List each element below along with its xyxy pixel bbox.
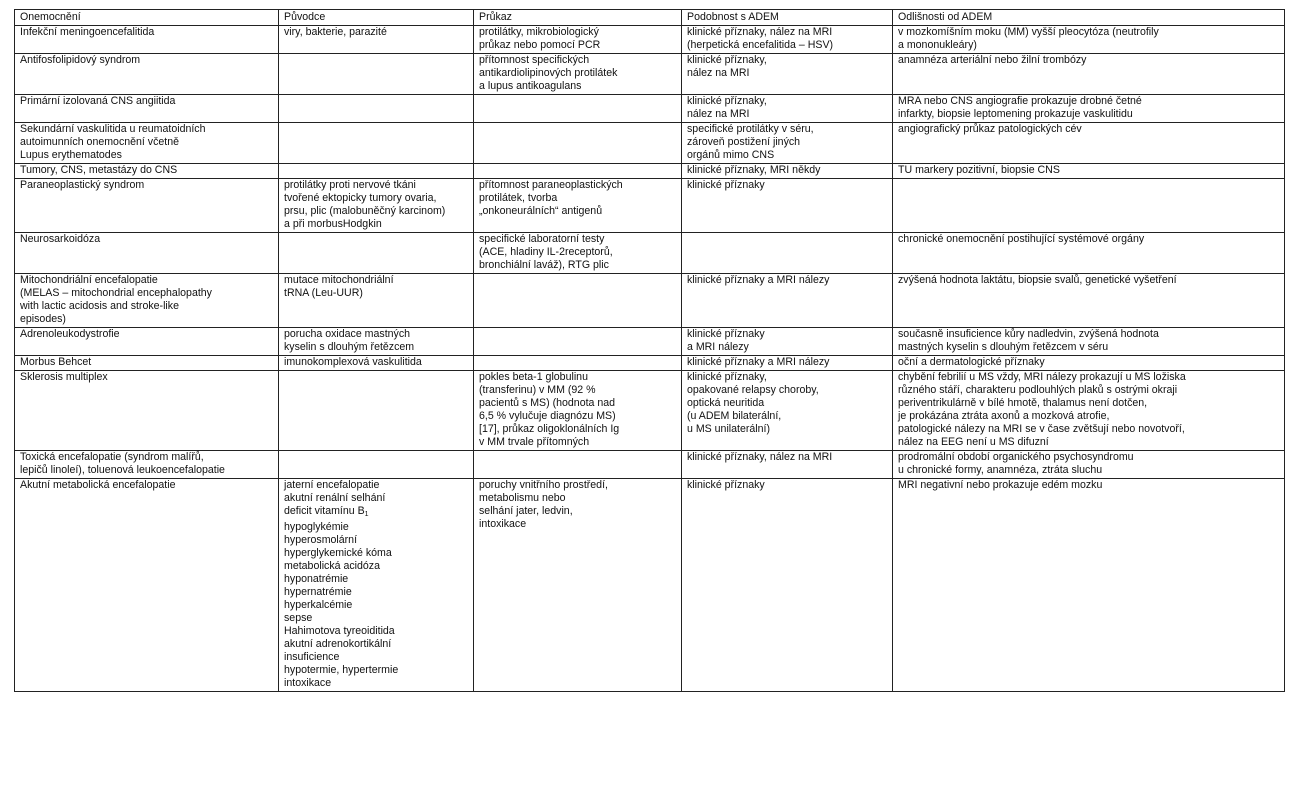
table-row xyxy=(15,328,1285,356)
cell-cause xyxy=(279,233,474,274)
cell-cause: mutace mitochondriální tRNA (Leu-UUR) xyxy=(279,274,474,328)
table-row xyxy=(15,26,1285,54)
cell-differences: angiografický průkaz patologických cév xyxy=(893,123,1285,164)
cell-evidence: specifické laboratorní testy (ACE, hladiny IL-2receptorů, bronchiální laváž), RTG plic xyxy=(474,233,682,274)
table-row xyxy=(15,479,1285,692)
cell-evidence xyxy=(474,95,682,123)
table-header-row xyxy=(15,10,1285,26)
cell-differences: MRA nebo CNS angiografie prokazuje drobné četné infarkty, biopsie leptomening prokazuje vaskulitidu xyxy=(893,95,1285,123)
cell-similarity: klinické příznaky, nález na MRI (herpetická encefalitida – HSV) xyxy=(682,26,893,54)
cell-similarity: klinické příznaky a MRI nálezy xyxy=(682,274,893,328)
cell-cause: protilátky proti nervové tkáni tvořené ektopicky tumory ovaria, prsu, plic (malobuněčný karcinom) a při morbusHodgkin xyxy=(279,179,474,233)
table-row xyxy=(15,356,1285,371)
table-row xyxy=(15,123,1285,164)
cell-evidence xyxy=(474,164,682,179)
cell-disease: Toxická encefalopatie (syndrom malířů, lepičů linoleí), toluenová leukoencefalopatie xyxy=(15,451,279,479)
cell-similarity xyxy=(682,233,893,274)
cell-similarity: klinické příznaky, nález na MRI xyxy=(682,451,893,479)
cell-disease: Mitochondriální encefalopatie (MELAS – mitochondrial encephalopathy with lactic acidosis and stroke-like episodes) xyxy=(15,274,279,328)
cell-evidence: protilátky, mikrobiologický průkaz nebo pomocí PCR xyxy=(474,26,682,54)
table-row xyxy=(15,451,1285,479)
cell-cause xyxy=(279,371,474,451)
header-differences: Odlišnosti od ADEM xyxy=(893,10,1285,26)
cell-differences: oční a dermatologické příznaky xyxy=(893,356,1285,371)
cell-disease: Adrenoleukodystrofie xyxy=(15,328,279,356)
cell-disease: Neurosarkoidóza xyxy=(15,233,279,274)
cell-evidence: přítomnost paraneoplastických protilátek, tvorba „onkoneurálních“ antigenů xyxy=(474,179,682,233)
cell-differences: chybění febrilií u MS vždy, MRI nálezy prokazují u MS ložiska různého stáří, charakteru podlouhlých plaků s ostrými okraji periventrikulárně v bílé hmotě, thalamus není dotčen, je prokázána ztráta axonů a mozková atrofie, patologické nálezy na MRI se v čase zvětšují nebo novotvoří, nález na EEG není u MS difuzní xyxy=(893,371,1285,451)
cell-similarity: klinické příznaky, nález na MRI xyxy=(682,95,893,123)
header-similarity: Podobnost s ADEM xyxy=(682,10,893,26)
cell-differences: anamnéza arteriální nebo žilní trombózy xyxy=(893,54,1285,95)
differential-diagnosis-table xyxy=(14,9,1285,692)
header-evidence: Průkaz xyxy=(474,10,682,26)
cell-differences: chronické onemocnění postihující systémové orgány xyxy=(893,233,1285,274)
cell-evidence xyxy=(474,356,682,371)
cell-similarity: specifické protilátky v séru, zároveň postižení jiných orgánů mimo CNS xyxy=(682,123,893,164)
cell-cause: jaterní encefalopatie akutní renální selhání deficit vitamínu $B_1$ hypoglykémie hyperosmolární hyperglykemické kóma metabolická acidóza hyponatrémie hypernatrémie hyperkalcémie sepse Hahimotova tyreoiditida akutní adrenokortikální insuficience hypotermie, hypertermie intoxikace xyxy=(279,479,474,692)
table-row xyxy=(15,164,1285,179)
cell-disease: Akutní metabolická encefalopatie xyxy=(15,479,279,692)
cell-similarity: klinické příznaky, nález na MRI xyxy=(682,54,893,95)
table-row xyxy=(15,274,1285,328)
cell-similarity: klinické příznaky, MRI někdy xyxy=(682,164,893,179)
cell-similarity: klinické příznaky a MRI nálezy xyxy=(682,356,893,371)
cell-similarity: klinické příznaky, opakované relapsy choroby, optická neuritida (u ADEM bilaterální, u MS unilaterální) xyxy=(682,371,893,451)
cell-cause xyxy=(279,54,474,95)
table-row xyxy=(15,95,1285,123)
cell-differences xyxy=(893,179,1285,233)
cell-evidence xyxy=(474,451,682,479)
cell-disease: Tumory, CNS, metastázy do CNS xyxy=(15,164,279,179)
cell-disease: Infekční meningoencefalitida xyxy=(15,26,279,54)
cell-differences: v mozkomíšním moku (MM) vyšší pleocytóza (neutrofily a mononukleáry) xyxy=(893,26,1285,54)
cell-disease: Primární izolovaná CNS angiitida xyxy=(15,95,279,123)
table-row xyxy=(15,371,1285,451)
cell-disease: Sklerosis multiplex xyxy=(15,371,279,451)
header-cause: Původce xyxy=(279,10,474,26)
cell-differences: současně insuficience kůry nadledvin, zvýšená hodnota mastných kyselin s dlouhým řetězcem v séru xyxy=(893,328,1285,356)
cell-evidence xyxy=(474,328,682,356)
vitamin-b-subscript: 1 xyxy=(364,511,369,518)
cell-differences: MRI negativní nebo prokazuje edém mozku xyxy=(893,479,1285,692)
cell-disease: Morbus Behcet xyxy=(15,356,279,371)
table-row xyxy=(15,179,1285,233)
table-row xyxy=(15,54,1285,95)
cell-cause xyxy=(279,451,474,479)
cell-disease: Antifosfolipidový syndrom xyxy=(15,54,279,95)
cell-evidence: přítomnost specifických antikardiolipinových protilátek a lupus antikoagulans xyxy=(474,54,682,95)
cell-disease: Paraneoplastický syndrom xyxy=(15,179,279,233)
cell-differences: zvýšená hodnota laktátu, biopsie svalů, genetické vyšetření xyxy=(893,274,1285,328)
cell-evidence: poruchy vnitřního prostředí, metabolismu nebo selhání jater, ledvin, intoxikace xyxy=(474,479,682,692)
cell-cause xyxy=(279,95,474,123)
table-body xyxy=(15,26,1285,692)
cell-differences: prodromální období organického psychosyndromu u chronické formy, anamnéza, ztráta sluchu xyxy=(893,451,1285,479)
cell-evidence xyxy=(474,274,682,328)
cell-cause xyxy=(279,164,474,179)
cell-cause xyxy=(279,123,474,164)
cell-similarity: klinické příznaky xyxy=(682,479,893,692)
cell-disease: Sekundární vaskulitida u reumatoidních autoimunních onemocnění včetně Lupus erythematodes xyxy=(15,123,279,164)
header-disease: Onemocnění xyxy=(15,10,279,26)
cell-similarity: klinické příznaky a MRI nálezy xyxy=(682,328,893,356)
cell-evidence: pokles beta-1 globulinu (transferinu) v MM (92 % pacientů s MS) (hodnota nad 6,5 % vylučuje diagnózu MS) [17], průkaz oligoklonálních Ig v MM trvale přítomných xyxy=(474,371,682,451)
cell-cause: viry, bakterie, parazité xyxy=(279,26,474,54)
cell-differences: TU markery pozitivní, biopsie CNS xyxy=(893,164,1285,179)
cell-cause: imunokomplexová vaskulitida xyxy=(279,356,474,371)
cell-cause: porucha oxidace mastných kyselin s dlouhým řetězcem xyxy=(279,328,474,356)
table-row xyxy=(15,233,1285,274)
cell-similarity: klinické příznaky xyxy=(682,179,893,233)
cell-evidence xyxy=(474,123,682,164)
